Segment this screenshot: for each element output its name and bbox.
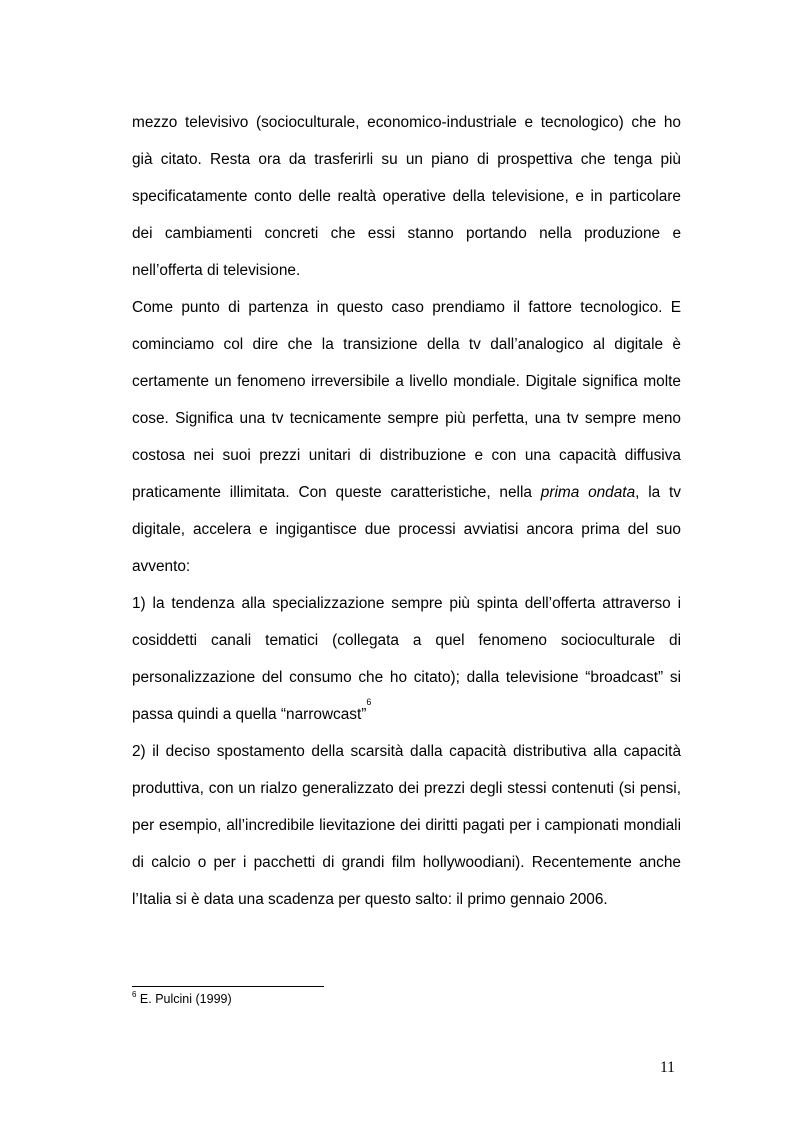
footnote-reference: 6 <box>366 697 372 707</box>
paragraph-2-start: Come punto di partenza in questo caso prendiamo il fattore tecnologico. E cominciamo col dire che la transizione della tv dall’analogico al digitale è certamente un fenomeno irreversibile a livello mondiale. Digitale significa molte cose. Significa una tv tecnicamente sempre più perfetta, una tv sempre meno costosa nei suoi prezzi unitari di distribuzione e con una capacità diffusiva praticamente illimitata. Con queste caratteristiche, nella <box>132 299 681 501</box>
paragraph-1: mezzo televisivo (socioculturale, economico-industriale e tecnologico) che ho già citato. Resta ora da trasferirli su un piano di prospettiva che tenga più specificatamente conto delle realtà operative della televisione, e in particolare dei cambiamenti concreti che essi stanno portando nella produzione e nell’offerta di televisione. <box>132 114 681 279</box>
footnote-text: E. Pulcini (1999) <box>136 992 232 1006</box>
footnote <box>132 991 232 1007</box>
footnote-number: 6 <box>132 990 137 999</box>
paragraph-2 <box>132 289 681 585</box>
emphasis-prima-ondata: prima ondata <box>540 484 636 501</box>
paragraph-3 <box>132 585 681 733</box>
page-number: 11 <box>660 1059 675 1076</box>
paragraph-2-end: , la tv digitale, accelera e ingigantisce due processi avviatisi ancora prima del suo avvento: <box>132 484 681 575</box>
paragraph-4: 2) il deciso spostamento della scarsità dalla capacità distributiva alla capacità produttiva, con un rialzo generalizzato dei prezzi degli stessi contenuti (si pensi, per esempio, all’incredibile lievitazione dei diritti pagati per i campionati mondiali di calcio o per i pacchetti di grandi film hollywoodiani). Recentemente anche l’Italia si è data una scadenza per questo salto: il primo gennaio 2006. <box>132 743 681 908</box>
paragraph-3-text: 1) la tendenza alla specializzazione sempre più spinta dell’offerta attraverso i cosiddetti canali tematici (collegata a quel fenomeno socioculturale di personalizzazione del consumo che ho citato); dalla televisione “broadcast” si passa quindi a quella “narrowcast” <box>132 595 681 723</box>
footnote-separator <box>132 986 324 987</box>
body-text <box>132 104 681 918</box>
